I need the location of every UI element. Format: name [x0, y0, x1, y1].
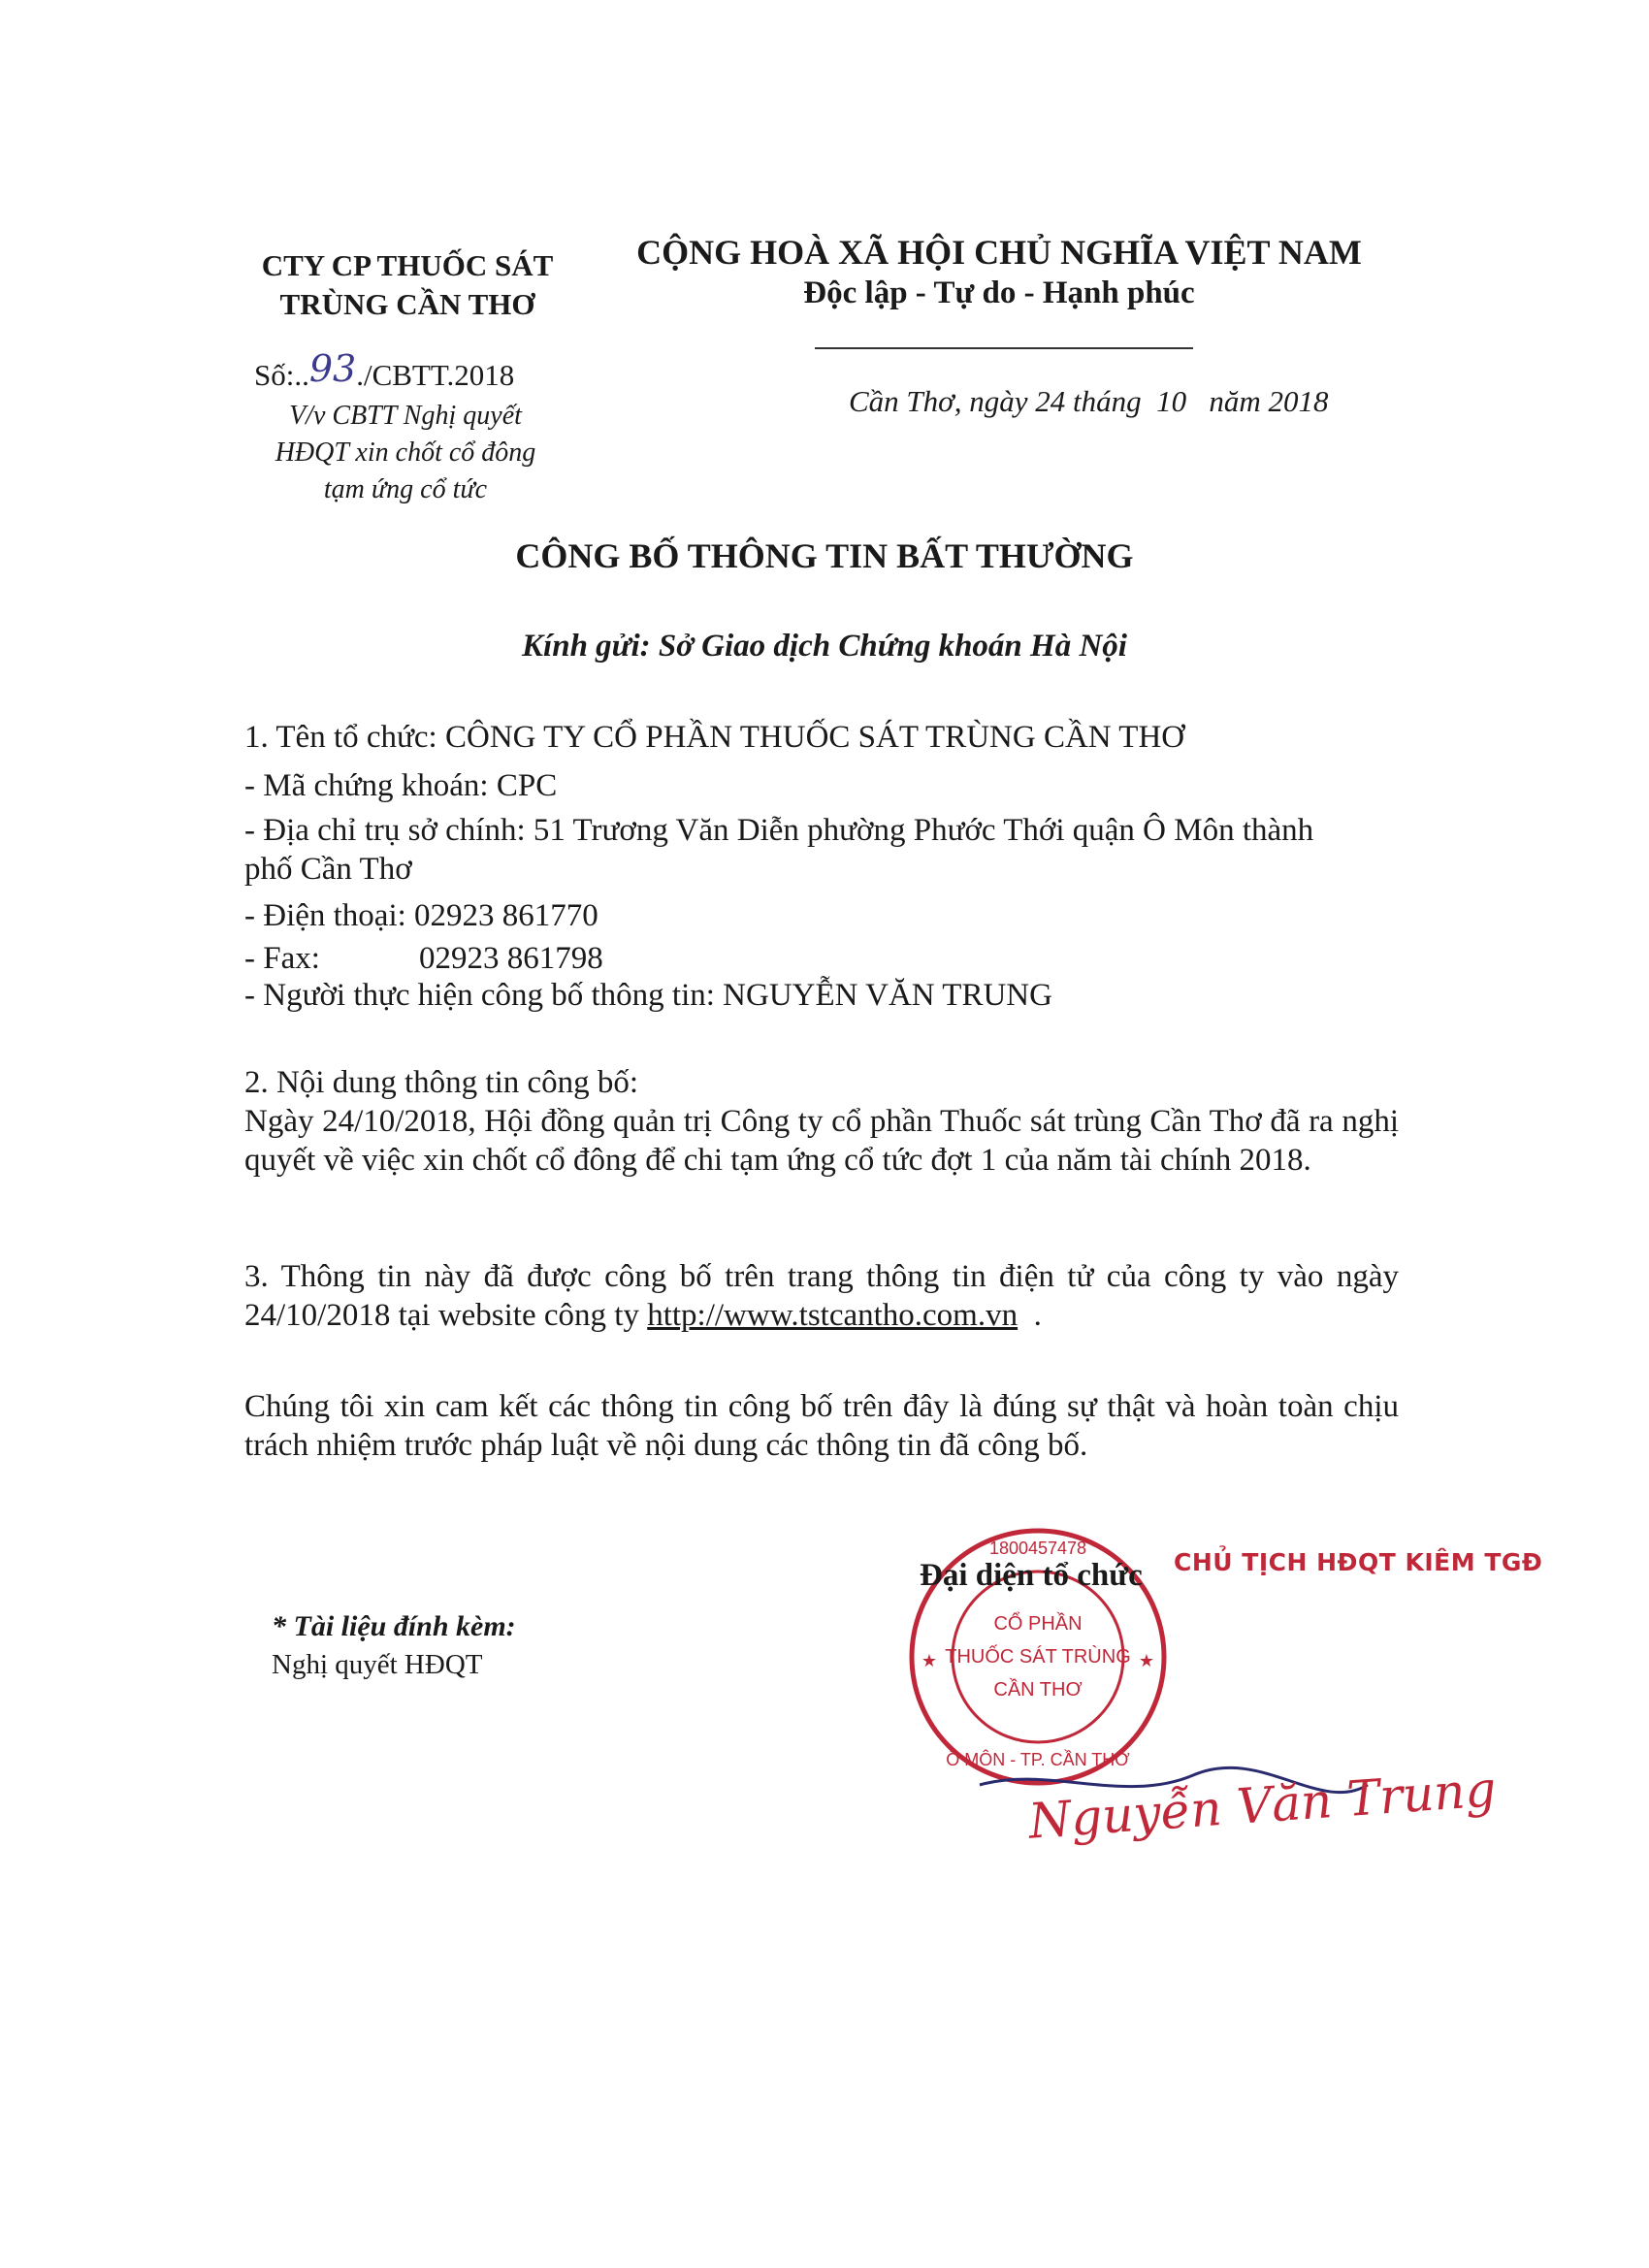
docno-suffix: ./CBTT.2018	[356, 358, 515, 392]
attachment-item: Nghị quyết HĐQT	[272, 1649, 483, 1680]
svg-text:★: ★	[1138, 1651, 1155, 1670]
commitment-paragraph: Chúng tôi xin cam kết các thông tin công bố trên đây là đúng sự thật và hoàn toàn chịu trách nhiệm trước pháp luật về nội dung các thông tin đã công bố.	[244, 1389, 1399, 1463]
recipient: Kính gửi: Sở Giao dịch Chứng khoán Hà Nội	[522, 629, 1127, 664]
svg-text:★: ★	[921, 1651, 938, 1670]
fax-line	[244, 939, 1399, 978]
national-title: CỘNG HOÀ XÃ HỘI CHỦ NGHĨA VIỆT NAM	[636, 233, 1362, 272]
place-date: Cần Thơ, ngày 24 tháng 10 năm 2018	[849, 384, 1329, 418]
subject-line-3: tạm ứng cổ tức	[323, 474, 488, 504]
issuer-name	[233, 246, 582, 324]
document-title: CÔNG BỐ THÔNG TIN BẤT THƯỜNG	[515, 536, 1134, 575]
discloser-line: - Người thực hiện công bố thông tin: NGUYỄN VĂN TRUNG	[244, 978, 1052, 1013]
svg-text:CẦN THƠ: CẦN THƠ	[993, 1679, 1083, 1701]
subject-line-2: HĐQT xin chốt cổ đông	[275, 437, 536, 468]
svg-text:CỔ PHẦN: CỔ PHẦN	[993, 1613, 1083, 1635]
fax-value: 02923 861798	[419, 941, 603, 976]
section3-paragraph	[244, 1257, 1399, 1335]
address-line: - Địa chỉ trụ sở chính: 51 Trương Văn Diễn phường Phước Thới quận Ô Môn thành phố Cần Thơ	[244, 813, 1314, 887]
issuer-line-2: TRÙNG CẦN THƠ	[279, 287, 535, 321]
phone-line: - Điện thoại: 02923 861770	[244, 898, 598, 933]
motto-underline	[815, 347, 1193, 349]
docno-handwritten: 93	[308, 347, 357, 390]
section2-heading: 2. Nội dung thông tin công bố:	[244, 1065, 639, 1100]
svg-text:Ô MÔN - TP. CẦN THƠ: Ô MÔN - TP. CẦN THƠ	[946, 1750, 1130, 1769]
attachment-label: * Tài liệu đính kèm:	[272, 1610, 516, 1642]
svg-text:1800457478: 1800457478	[988, 1539, 1087, 1558]
section3-text: 3. Thông tin này đã được công bố trên trang thông tin điện tử của công ty vào ngày 24/10/2018 tại website công ty	[244, 1259, 1399, 1333]
docno-prefix: Số:..	[254, 358, 309, 392]
section3-end: .	[1018, 1298, 1042, 1333]
website-link[interactable]: http://www.tstcantho.com.vn	[647, 1298, 1018, 1333]
fax-label: - Fax:	[244, 941, 320, 976]
subject-line-1: V/v CBTT Nghị quyết	[289, 401, 522, 431]
section2-paragraph: Ngày 24/10/2018, Hội đồng quản trị Công ty cổ phần Thuốc sát trùng Cần Thơ đã ra nghị quyết về việc xin chốt cổ đông để chi tạm ứng cổ tức đợt 1 của năm tài chính 2018.	[244, 1104, 1399, 1178]
national-motto: Độc lập - Tự do - Hạnh phúc	[803, 275, 1195, 310]
svg-text:THUỐC SÁT TRÙNG: THUỐC SÁT TRÙNG	[945, 1646, 1131, 1668]
document-number	[254, 347, 515, 394]
issuer-line-1: CTY CP THUỐC SÁT	[261, 248, 554, 282]
stock-code-line: - Mã chứng khoán: CPC	[244, 768, 558, 803]
signer-name-stamp: Nguyễn Văn Trung	[1026, 1761, 1499, 1850]
signer-position-stamp: CHỦ TỊCH HĐQT KIÊM TGĐ	[1174, 1548, 1543, 1576]
representative-label: Đại diện tổ chức	[920, 1558, 1143, 1593]
document-subject	[231, 398, 580, 508]
org-name-line: 1. Tên tổ chức: CÔNG TY CỔ PHẦN THUỐC SÁT TRÙNG CẦN THƠ	[244, 720, 1185, 755]
